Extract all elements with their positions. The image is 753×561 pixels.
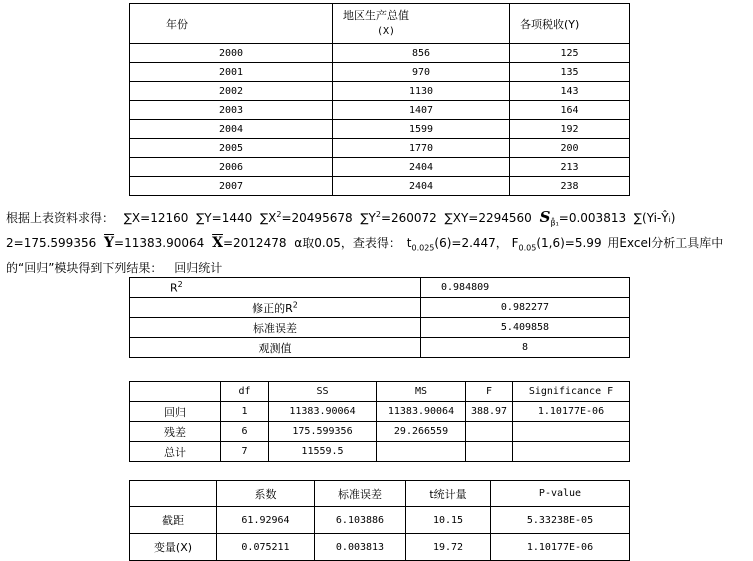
tax-cell: 200 xyxy=(510,139,630,158)
sum-x: ∑X=12160 xyxy=(123,211,189,225)
header-gdp xyxy=(333,4,510,44)
paragraph-line-2 xyxy=(6,234,723,252)
anova-f xyxy=(466,442,513,462)
stats-value: 8 xyxy=(421,338,630,358)
coef-value: 0.075211 xyxy=(217,534,315,561)
table-row xyxy=(130,139,630,158)
header-tax: 各项税收(Y) xyxy=(510,4,630,44)
stats-row xyxy=(130,278,630,298)
x-bar: $\overline{X}=2012478$ xyxy=(212,235,287,251)
coef-se: 6.103886 xyxy=(315,507,406,534)
anova-table xyxy=(129,381,630,462)
anova-header-df: df xyxy=(221,382,269,402)
anova-f xyxy=(466,422,513,442)
year-cell: 2004 xyxy=(130,120,333,139)
anova-header-sig: Significance F xyxy=(513,382,630,402)
stats-label-sup: 2 xyxy=(292,299,298,309)
table-row xyxy=(130,120,630,139)
table-row xyxy=(130,63,630,82)
coef-header-blank xyxy=(130,481,217,507)
table-row xyxy=(130,82,630,101)
coef-p: 5.33238E-05 xyxy=(491,507,630,534)
tax-cell: 164 xyxy=(510,101,630,120)
anova-header-f: F xyxy=(466,382,513,402)
anova-df: 1 xyxy=(221,402,269,422)
s-beta: $S_{\betâ_1}=0.003813$ xyxy=(539,208,627,228)
stats-label xyxy=(130,298,421,318)
anova-f: 388.97 xyxy=(466,402,513,422)
anova-name: 回归 xyxy=(130,402,221,422)
anova-header-row xyxy=(130,382,630,402)
anova-ss: 11559.5 xyxy=(269,442,377,462)
gdp-cell: 2404 xyxy=(333,177,510,196)
anova-row xyxy=(130,442,630,462)
coef-header-coef: 系数 xyxy=(217,481,315,507)
paragraph-line-1 xyxy=(6,208,675,227)
data-table xyxy=(129,3,630,196)
t-value: $t_{0.025}(6)=2.447$， xyxy=(406,236,508,253)
year-cell: 2000 xyxy=(130,44,333,63)
sum-x2: $\sum X^2=20495678$ xyxy=(260,210,353,225)
header-year: 年份 xyxy=(130,4,333,44)
year-cell: 2006 xyxy=(130,158,333,177)
coef-header-row xyxy=(130,481,630,507)
stats-label xyxy=(130,338,421,358)
regression-stats-label: 回归统计 xyxy=(174,261,223,275)
tax-cell: 238 xyxy=(510,177,630,196)
anova-ms: 11383.90064 xyxy=(377,402,466,422)
header-gdp-line1: 地区生产总值 xyxy=(343,9,409,22)
alpha-text: α取0.05，查表得： xyxy=(294,236,401,250)
tax-cell: 213 xyxy=(510,158,630,177)
coef-se: 0.003813 xyxy=(315,534,406,561)
coef-header-se: 标准误差 xyxy=(315,481,406,507)
intro-text: 根据上表资料求得： xyxy=(6,211,115,225)
stats-label xyxy=(130,318,421,338)
coef-t: 19.72 xyxy=(406,534,491,561)
paragraph-line-3 xyxy=(6,259,222,276)
year-cell: 2007 xyxy=(130,177,333,196)
anova-df: 6 xyxy=(221,422,269,442)
anova-ss: 175.599356 xyxy=(269,422,377,442)
tax-cell: 135 xyxy=(510,63,630,82)
coef-p: 1.10177E-06 xyxy=(491,534,630,561)
anova-ms: 29.266559 xyxy=(377,422,466,442)
coefficients-table xyxy=(129,480,630,561)
table-row xyxy=(130,44,630,63)
table-row xyxy=(130,101,630,120)
coef-header-t: t统计量 xyxy=(406,481,491,507)
tax-cell: 125 xyxy=(510,44,630,63)
y-bar: $\overline{Y}=11383.90064$ xyxy=(104,235,205,251)
gdp-cell: 1407 xyxy=(333,101,510,120)
stats-value: 5.409858 xyxy=(421,318,630,338)
result-intro: 的“回归”模块得到下列结果： xyxy=(6,261,163,275)
gdp-cell: 1130 xyxy=(333,82,510,101)
gdp-cell: 856 xyxy=(333,44,510,63)
year-cell: 2002 xyxy=(130,82,333,101)
anova-name: 残差 xyxy=(130,422,221,442)
stats-row xyxy=(130,338,630,358)
excel-text: 用Excel分析工具库中 xyxy=(607,236,724,250)
year-cell: 2001 xyxy=(130,63,333,82)
anova-sig xyxy=(513,442,630,462)
table-row xyxy=(130,177,630,196)
header-gdp-line2: (X) xyxy=(377,26,396,37)
stats-row xyxy=(130,298,630,318)
year-cell: 2005 xyxy=(130,139,333,158)
stats-label-text: R xyxy=(170,281,178,295)
sum-residual: ∑(Yi-Ŷᵢ) xyxy=(633,211,676,225)
anova-df: 7 xyxy=(221,442,269,462)
anova-ms xyxy=(377,442,466,462)
coef-t: 10.15 xyxy=(406,507,491,534)
residual-value: 2=175.599356 xyxy=(6,236,97,250)
sum-y: ∑Y=1440 xyxy=(196,211,253,225)
anova-ss: 11383.90064 xyxy=(269,402,377,422)
coef-row xyxy=(130,534,630,561)
coef-row xyxy=(130,507,630,534)
table-row xyxy=(130,158,630,177)
anova-name: 总计 xyxy=(130,442,221,462)
table-header-row xyxy=(130,4,630,44)
coef-value: 61.92964 xyxy=(217,507,315,534)
anova-row xyxy=(130,422,630,442)
gdp-cell: 1599 xyxy=(333,120,510,139)
anova-sig xyxy=(513,422,630,442)
stats-label-text: 标准误差 xyxy=(253,321,297,335)
stats-value: 0.984809 xyxy=(421,278,630,298)
anova-sig: 1.10177E-06 xyxy=(513,402,630,422)
anova-header-ss: SS xyxy=(269,382,377,402)
stats-label-text: 观测值 xyxy=(258,341,292,355)
stats-label-text: 修正的R xyxy=(252,301,293,315)
coef-name: 变量(X) xyxy=(130,534,217,561)
gdp-cell: 970 xyxy=(333,63,510,82)
stats-row xyxy=(130,318,630,338)
anova-header-blank xyxy=(130,382,221,402)
regression-stats-table xyxy=(129,277,630,358)
year-cell: 2003 xyxy=(130,101,333,120)
gdp-cell: 2404 xyxy=(333,158,510,177)
stats-label-sup: 2 xyxy=(177,280,183,290)
tax-cell: 143 xyxy=(510,82,630,101)
gdp-cell: 1770 xyxy=(333,139,510,158)
tax-cell: 192 xyxy=(510,120,630,139)
stats-value: 0.982277 xyxy=(421,298,630,318)
sum-y2: $\sum Y^2=260072$ xyxy=(360,210,437,225)
anova-header-ms: MS xyxy=(377,382,466,402)
coef-header-p: P-value xyxy=(491,481,630,507)
anova-row xyxy=(130,402,630,422)
stats-label xyxy=(130,278,421,298)
coef-name: 截距 xyxy=(130,507,217,534)
f-value: $F_{0.05}(1,6)=5.99$ xyxy=(511,236,602,253)
sum-xy: ∑XY=2294560 xyxy=(444,211,532,225)
